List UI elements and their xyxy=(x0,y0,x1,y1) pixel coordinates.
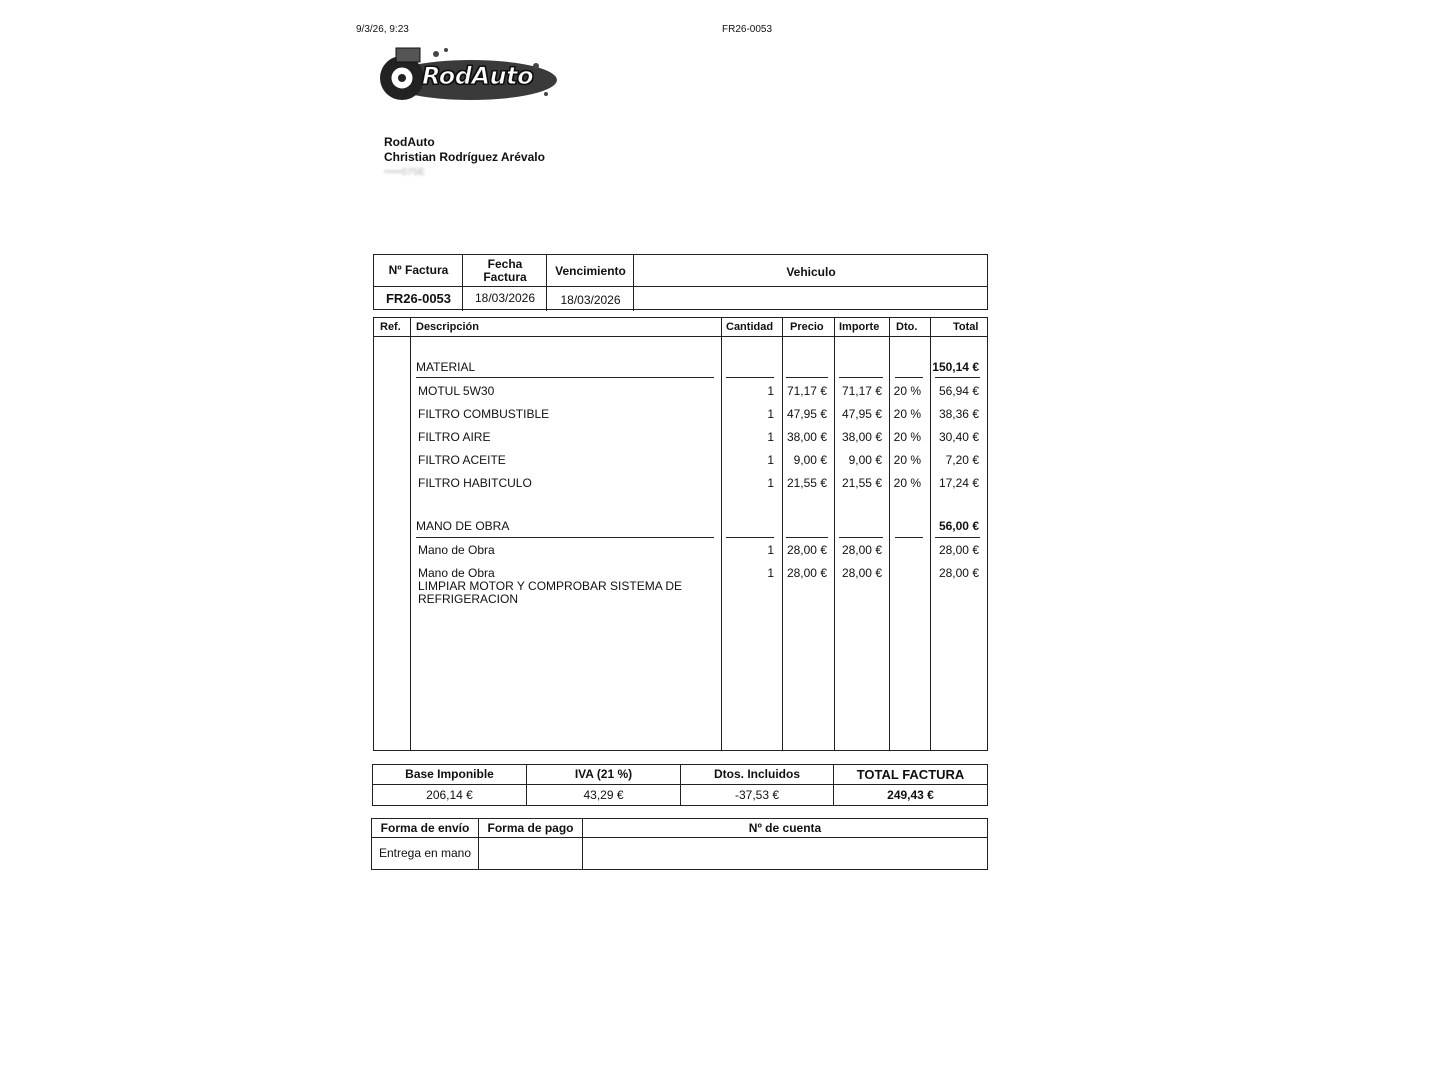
item-discount: 20 % xyxy=(893,453,921,467)
invoice-items-table xyxy=(373,317,988,751)
account-label: Nº de cuenta xyxy=(748,821,822,835)
base-value: 206,14 € xyxy=(426,788,473,802)
table-row xyxy=(374,476,987,496)
table-row xyxy=(374,407,987,427)
col-description: Descripción xyxy=(416,321,479,333)
item-price: 9,00 € xyxy=(793,453,827,467)
item-description: FILTRO COMBUSTIBLE xyxy=(418,407,550,421)
item-total: 7,20 € xyxy=(945,453,979,467)
iva-label: IVA (21 %) xyxy=(574,767,633,781)
payment-method-label: Forma de pago xyxy=(487,821,574,835)
item-discount: 20 % xyxy=(893,430,921,444)
item-price: 28,00 € xyxy=(786,543,827,557)
print-invoice-ref: FR26-0053 xyxy=(722,24,773,35)
col-quantity: Cantidad xyxy=(726,321,774,333)
invoice-date-label-1: Fecha xyxy=(487,257,523,271)
section-subtotal: 56,00 € xyxy=(938,519,979,533)
item-amount: 47,95 € xyxy=(841,407,882,421)
item-amount: 9,00 € xyxy=(848,453,882,467)
section-title: MANO DE OBRA xyxy=(416,519,510,533)
item-description: FILTRO AIRE xyxy=(418,430,491,444)
col-total: Total xyxy=(953,321,979,333)
item-description: MOTUL 5W30 xyxy=(418,384,495,398)
company-tax-id: •••••075E xyxy=(384,167,425,175)
table-row xyxy=(374,566,987,614)
item-amount: 28,00 € xyxy=(841,566,882,580)
invoice-number: FR26-0053 xyxy=(385,291,452,306)
section-subtotal: 150,14 € xyxy=(932,360,979,374)
item-discount: 20 % xyxy=(893,476,921,490)
section-row xyxy=(374,519,987,539)
discount-value: -37,53 € xyxy=(734,788,780,802)
shipping-value: Entrega en mano xyxy=(378,846,472,860)
item-qty: 1 xyxy=(767,476,774,490)
item-qty: 1 xyxy=(767,453,774,467)
shipping-label: Forma de envío xyxy=(380,821,470,835)
item-total: 28,00 € xyxy=(938,566,979,580)
item-amount: 71,17 € xyxy=(841,384,882,398)
company-block xyxy=(384,135,545,175)
total-label: TOTAL FACTURA xyxy=(856,767,965,782)
item-discount: 20 % xyxy=(893,384,921,398)
col-ref: Ref. xyxy=(380,321,401,333)
invoice-date-label-2: Factura xyxy=(483,270,527,284)
item-total: 17,24 € xyxy=(938,476,979,490)
item-qty: 1 xyxy=(767,566,774,580)
due-date-label: Vencimiento xyxy=(555,264,626,278)
item-total: 28,00 € xyxy=(938,543,979,557)
item-total: 30,40 € xyxy=(938,430,979,444)
totals-table xyxy=(372,764,988,806)
company-name: RodAuto xyxy=(384,135,435,149)
total-value: 249,43 € xyxy=(887,788,934,802)
item-qty: 1 xyxy=(767,543,774,557)
due-date: 18/03/2026 xyxy=(560,293,621,307)
table-row xyxy=(374,384,987,404)
item-amount: 21,55 € xyxy=(841,476,882,490)
item-description-detail: REFRIGERACION xyxy=(418,592,519,606)
item-description-detail: LIMPIAR MOTOR Y COMPROBAR SISTEMA DE xyxy=(418,579,683,593)
logo-text: RodAuto xyxy=(422,62,534,90)
iva-value: 43,29 € xyxy=(583,788,624,802)
col-price: Precio xyxy=(790,321,824,333)
invoice-number-label: Nº Factura xyxy=(388,263,449,277)
item-price: 38,00 € xyxy=(786,430,827,444)
item-discount: 20 % xyxy=(893,407,921,421)
base-label: Base Imponible xyxy=(405,767,494,781)
item-description: Mano de Obra xyxy=(418,543,495,557)
section-title: MATERIAL xyxy=(416,360,476,374)
item-amount: 38,00 € xyxy=(841,430,882,444)
col-amount: Importe xyxy=(839,321,880,333)
print-timestamp: 9/3/26, 9:23 xyxy=(356,24,409,35)
item-qty: 1 xyxy=(767,407,774,421)
item-price: 71,17 € xyxy=(786,384,827,398)
item-price: 28,00 € xyxy=(786,566,827,580)
item-description: FILTRO HABITCULO xyxy=(418,476,532,490)
col-discount: Dto. xyxy=(896,321,918,333)
item-price: 21,55 € xyxy=(786,476,827,490)
vehicle-label: Vehiculo xyxy=(786,265,836,279)
item-qty: 1 xyxy=(767,384,774,398)
item-description: Mano de Obra xyxy=(418,566,495,580)
table-row xyxy=(374,543,987,563)
payment-table xyxy=(371,818,988,870)
item-description: FILTRO ACEITE xyxy=(418,453,506,467)
item-total: 38,36 € xyxy=(938,407,979,421)
invoice-date: 18/03/2026 xyxy=(474,291,536,305)
table-row xyxy=(374,430,987,450)
item-qty: 1 xyxy=(767,430,774,444)
company-logo xyxy=(376,44,558,106)
company-owner: Christian Rodríguez Arévalo xyxy=(384,150,545,164)
item-amount: 28,00 € xyxy=(841,543,882,557)
table-row xyxy=(374,453,987,473)
item-price: 47,95 € xyxy=(786,407,827,421)
discount-label: Dtos. Incluidos xyxy=(713,767,800,781)
invoice-header-table xyxy=(373,254,988,310)
item-total: 56,94 € xyxy=(938,384,979,398)
